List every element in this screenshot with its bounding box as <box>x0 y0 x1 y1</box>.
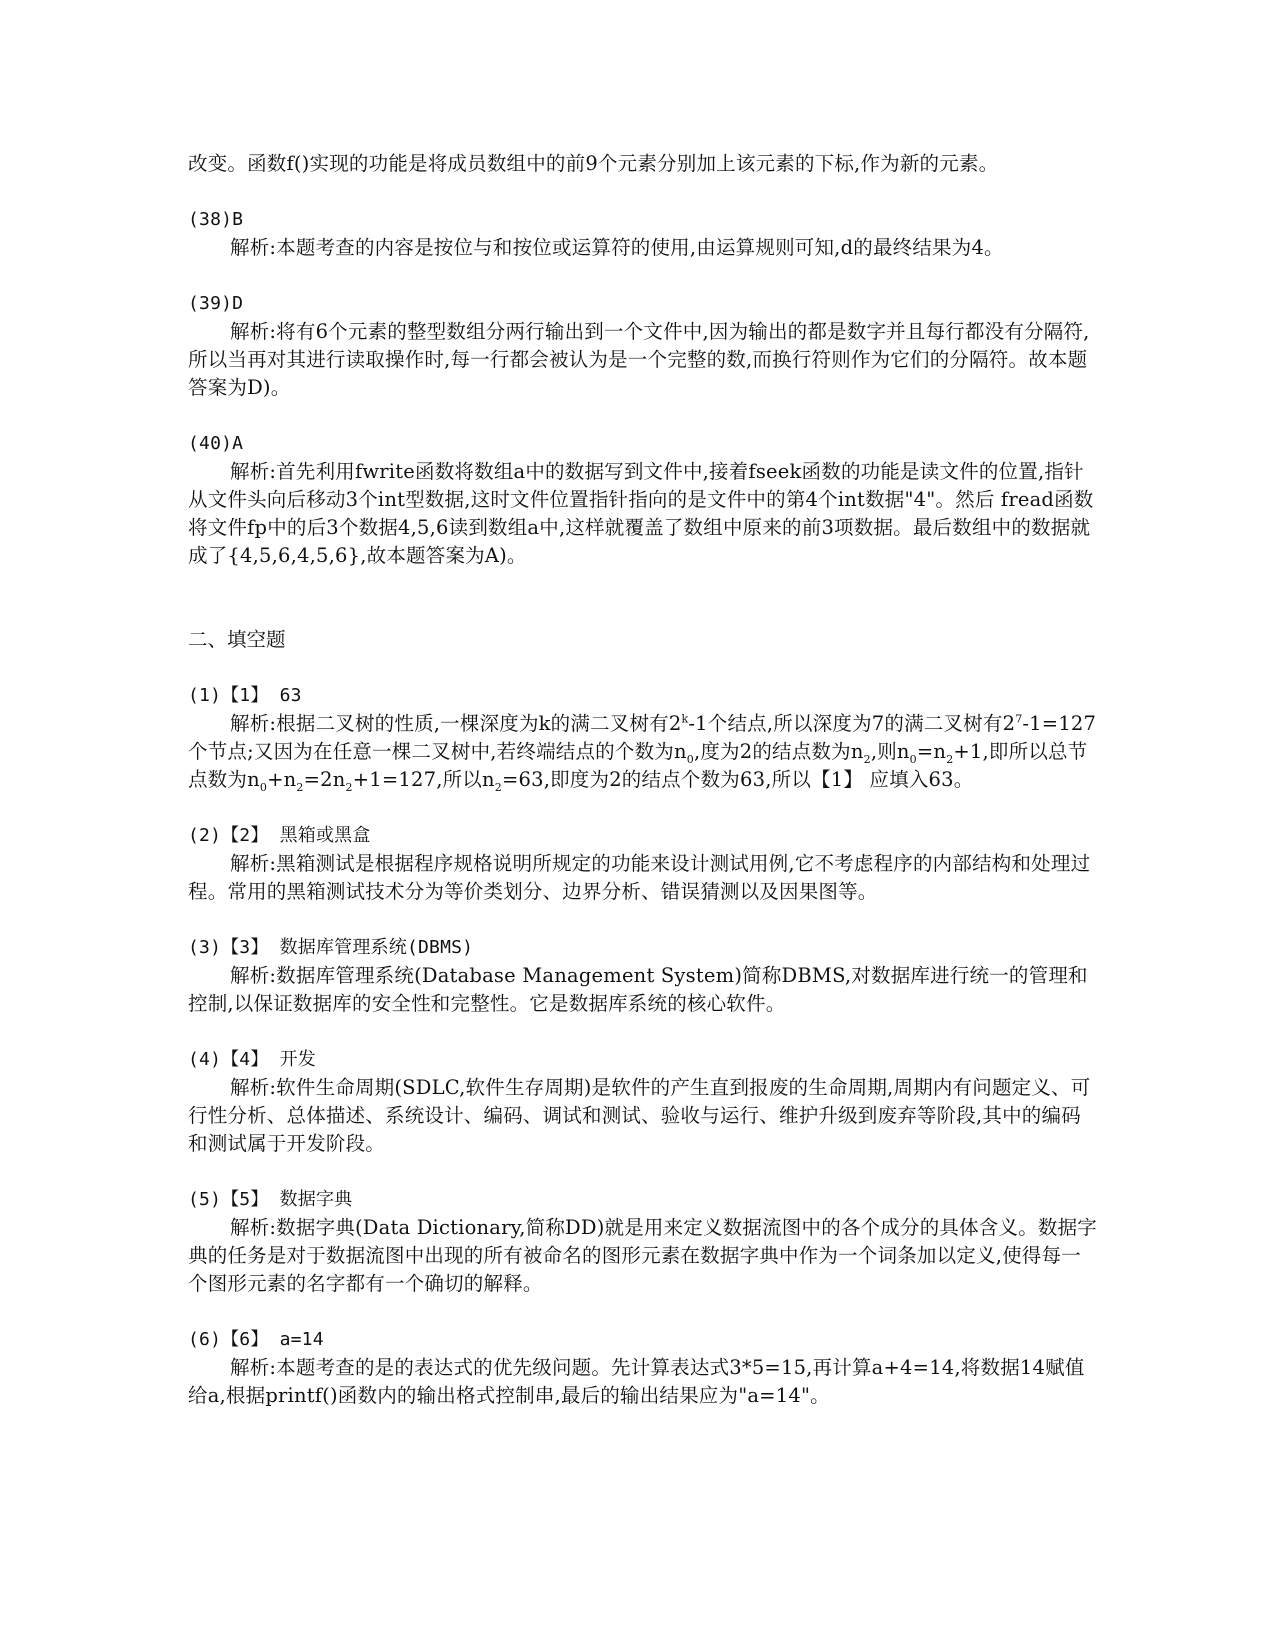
answer-label: (39)D <box>188 293 244 314</box>
answer-block-40 <box>188 430 1098 570</box>
fill-answer-block-1 <box>188 682 1098 794</box>
answer-label: (40)A <box>188 433 244 454</box>
fill-answer-label: (2)【2】 黑箱或黑盒 <box>188 825 371 846</box>
answer-block-38 <box>188 206 1098 262</box>
fill-answer-label: (4)【4】 开发 <box>188 1049 316 1070</box>
fill-answer-explanation: 解析:软件生命周期(SDLC,软件生存周期)是软件的产生直到报废的生命周期,周期内有问题定义、可行性分析、总体描述、系统设计、编码、调试和测试、验收与运行、维护升级到废弃等阶段,其中的编码和测试属于开发阶段。 <box>188 1076 1091 1155</box>
answer-explanation: 解析:首先利用fwrite函数将数组a中的数据写到文件中,接着fseek函数的功能是读文件的位置,指针从文件头向后移动3个int型数据,这时文件位置指针指向的是文件中的第4个int数据"4"。然后 fread函数将文件fp中的后3个数据4,5,6读到数组a中,这样就覆盖了数组中原来的前3项数据。最后数组中的数据就成了{4,5,6,4,5,6},故本题答案为A)。 <box>188 460 1094 567</box>
fill-answer-label: (6)【6】 a=14 <box>188 1329 324 1350</box>
answer-explanation: 解析:将有6个元素的整型数组分两行输出到一个文件中,因为输出的都是数字并且每行都没有分隔符,所以当再对其进行读取操作时,每一行都会被认为是一个完整的数,而换行符则作为它们的分隔符。故本题答案为D)。 <box>188 320 1090 399</box>
intro-paragraph: 改变。函数f()实现的功能是将成员数组中的前9个元素分别加上该元素的下标,作为新的元素。 <box>188 152 999 175</box>
fill-answer-label: (3)【3】 数据库管理系统(DBMS) <box>188 937 474 958</box>
fill-answer-explanation: 解析:数据字典(Data Dictionary,简称DD)就是用来定义数据流图中的各个成分的具体含义。数据字典的任务是对于数据流图中出现的所有被命名的图形元素在数据字典中作为一个词条加以定义,使得每一个图形元素的名字都有一个确切的解释。 <box>188 1216 1098 1295</box>
fill-answer-block-2 <box>188 822 1098 906</box>
fill-answer-explanation: 解析:根据二叉树的性质,一棵深度为k的满二叉树有2$^k$-1个结点,所以深度为7的满二叉树有$2^7-1=127$个节点;又因为在任意一棵二叉树中,若终端结点的个数为$n_0$,度为2的结点数为$n_2$,则$n_0=n_2+1$,即所以总节点数为$n_0+n_2=2n_2+1=127$,所以$n_2=63$,即度为2的结点个数为63,所以【1】 应填入63。 <box>188 712 1097 794</box>
fill-answer-label: (5)【5】 数据字典 <box>188 1189 353 1210</box>
fill-answer-label: (1)【1】 63 <box>188 685 302 706</box>
section-title: 二、填空题 <box>188 628 286 651</box>
answer-label: (38)B <box>188 209 244 230</box>
fill-answer-block-3 <box>188 934 1098 1018</box>
answer-explanation: 解析:本题考查的内容是按位与和按位或运算符的使用,由运算规则可知,d的最终结果为4。 <box>230 236 1004 259</box>
fill-answer-block-5 <box>188 1186 1098 1298</box>
fill-answer-explanation: 解析:黑箱测试是根据程序规格说明所规定的功能来设计测试用例,它不考虑程序的内部结构和处理过程。常用的黑箱测试技术分为等价类划分、边界分析、错误猜测以及因果图等。 <box>188 852 1091 903</box>
answer-block-39 <box>188 290 1098 402</box>
fill-answer-explanation: 解析:本题考查的是的表达式的优先级问题。先计算表达式3*5=15,再计算a+4=14,将数据14赋值给a,根据printf()函数内的输出格式控制串,最后的输出结果应为"a=14"。 <box>188 1356 1085 1407</box>
fill-answer-block-4 <box>188 1046 1098 1158</box>
document-page <box>188 150 1098 1410</box>
fill-answer-block-6 <box>188 1326 1098 1410</box>
fill-answer-explanation: 解析:数据库管理系统(Database Management System)简称DBMS,对数据库进行统一的管理和控制,以保证数据库的安全性和完整性。它是数据库系统的核心软件。 <box>188 964 1088 1015</box>
